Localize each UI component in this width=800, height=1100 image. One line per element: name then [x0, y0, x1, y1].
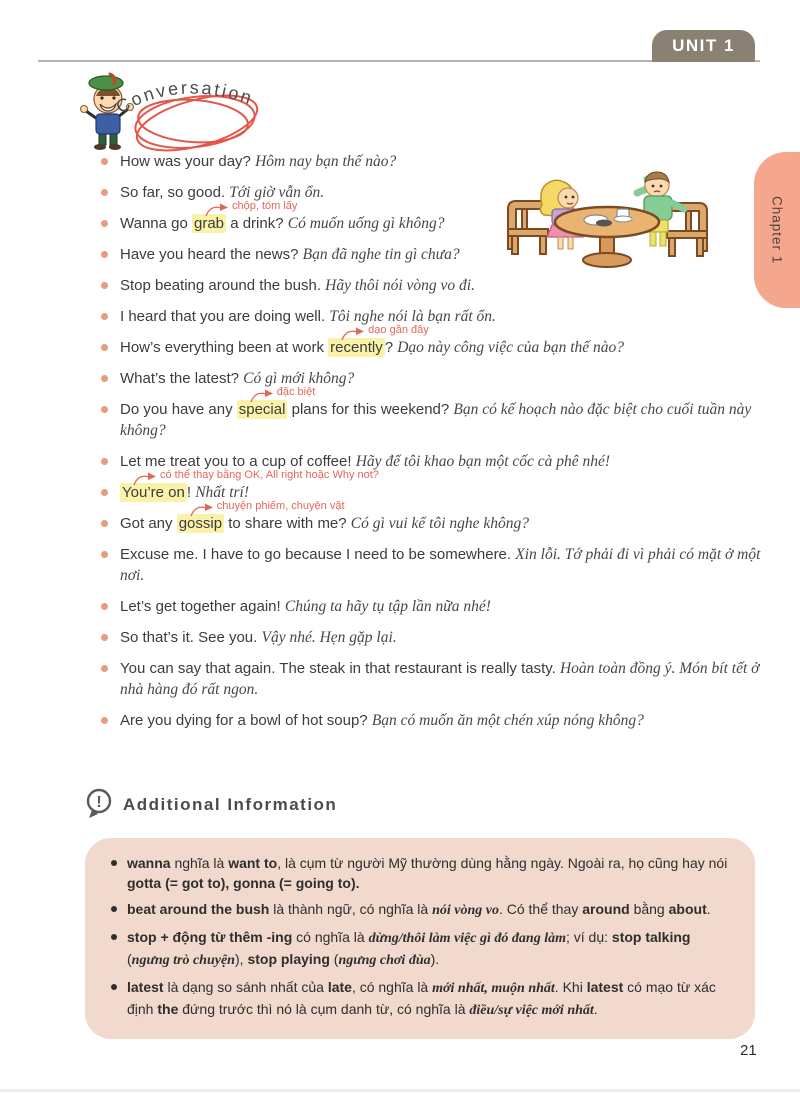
info-text-segment: about [668, 901, 707, 917]
highlighted-word-text: recently [330, 339, 383, 356]
info-item [109, 977, 729, 1021]
footer-divider [0, 1089, 800, 1092]
english-text: Wanna go [120, 215, 192, 232]
info-item [109, 927, 729, 971]
conversation-item [100, 275, 766, 296]
english-phrase [120, 246, 303, 263]
vietnamese-translation: Có gì mới không? [243, 370, 355, 387]
vietnamese-translation: Chúng ta hãy tụ tập lần nữa nhé! [284, 598, 491, 615]
english-text: Are you dying for a bowl of hot soup? [120, 712, 372, 729]
annotation-arrow-icon [204, 202, 230, 217]
info-text-segment: gotta (= got to), gonna (= going to). [127, 875, 360, 891]
conversation-item [100, 710, 766, 731]
info-text-segment: stop playing [247, 951, 330, 967]
conversation-item [100, 500, 766, 534]
conversation-title: Conversation [112, 77, 257, 118]
vietnamese-translation: Tôi nghe nói là bạn rất ổn. [329, 308, 496, 325]
info-text-segment: stop talking [611, 929, 691, 945]
conversation-item [100, 244, 766, 265]
annotation-arrow-icon [132, 471, 158, 486]
annotation-text: chộp, tóm lấy [232, 200, 298, 212]
english-text: Got any [120, 515, 177, 532]
annotation [189, 496, 345, 517]
info-text-segment: . [593, 1001, 598, 1017]
english-text: How was your day? [120, 153, 256, 170]
vietnamese-translation: Vậy nhé. Hẹn gặp lại. [261, 629, 397, 646]
vietnamese-translation: Hôm nay bạn thế nào? [255, 153, 397, 170]
annotation-text: có thể thay bằng OK, All right hoặc Why not? [160, 469, 379, 481]
info-text-segment: có mạo từ xác định [127, 979, 716, 1017]
english-text: Let me treat you to a cup of coffee! [120, 453, 356, 470]
additional-info-list [109, 853, 729, 1021]
info-text-segment: nghĩa là [170, 855, 229, 871]
english-text: Have you heard the news? [120, 246, 303, 263]
english-text: Excuse me. I have to go because I need to be somewhere. [120, 546, 516, 563]
english-text: ? [384, 339, 398, 356]
annotation-arrow-icon [340, 326, 366, 341]
annotation-text: đặc biệt [276, 386, 316, 398]
conversation-item [100, 182, 766, 203]
conversation-item [100, 544, 766, 586]
info-item [109, 899, 729, 921]
info-text-segment: late [327, 979, 352, 995]
info-text-segment: ngưng chơi đùa [338, 953, 431, 968]
vietnamese-translation: Bạn có kế hoạch nào đặc biệt cho cuối tuần này không? [120, 401, 752, 439]
info-text-segment: bằng [629, 901, 669, 917]
english-text: plans for this weekend? [287, 401, 454, 418]
chapter-tab-label: Chapter 1 [769, 195, 785, 265]
vietnamese-translation: Hãy thôi nói vòng vo đi. [325, 277, 475, 294]
highlighted-word-text: gossip [178, 515, 223, 532]
conversation-header [103, 60, 343, 160]
annotation [204, 196, 297, 217]
english-phrase [120, 308, 329, 325]
vietnamese-translation: Hãy để tôi khao bạn một cốc cà phê nhé! [355, 453, 611, 470]
english-phrase [120, 546, 515, 563]
english-text: ! [186, 484, 196, 501]
info-text-segment: mới nhất, muộn nhất [432, 981, 555, 996]
english-phrase [120, 370, 243, 387]
annotation-arrow-icon [249, 388, 275, 403]
annotation-arrow-icon [189, 502, 215, 517]
english-text: You can say that again. The steak in that restaurant is really tasty. [120, 660, 560, 677]
vietnamese-translation: Tới giờ vẫn ổn. [229, 184, 325, 201]
info-text-segment: ). [430, 951, 440, 967]
svg-text:!: ! [96, 794, 102, 811]
english-text: So that’s it. See you. [120, 629, 262, 646]
info-text-segment: có nghĩa là [292, 929, 369, 945]
english-phrase [120, 386, 454, 419]
vietnamese-translation: Dạo này công việc của bạn thế nào? [397, 339, 625, 356]
info-text-segment: đứng trước thì nó là cụm danh từ, có nghĩa là [178, 1001, 470, 1017]
english-text: to share with me? [224, 515, 351, 532]
info-text-segment: latest [127, 979, 164, 995]
info-text-segment: điều/sự việc mới nhất [469, 1003, 594, 1018]
info-text-segment: latest [586, 979, 624, 995]
info-text-segment: ; ví dụ: [565, 929, 612, 945]
conversation-item [100, 324, 766, 358]
conversation-item [100, 368, 766, 389]
english-text: Stop beating around the bush. [120, 277, 326, 294]
highlighted-word-text: You’re on [122, 484, 185, 501]
svg-text:Conversation [113, 78, 257, 118]
english-phrase [120, 712, 372, 729]
highlighted-word [328, 324, 429, 357]
annotation-text: chuyện phiếm, chuyện vặt [216, 500, 345, 512]
annotation [249, 382, 316, 403]
english-text: So far, so good. [120, 184, 230, 201]
english-phrase [120, 629, 261, 646]
english-phrase [120, 660, 560, 677]
vietnamese-translation: Bạn có muốn ăn một chén xúp nóng không? [371, 712, 644, 729]
info-text-segment: . Có thể thay [498, 901, 583, 917]
info-text-segment: là dạng so sánh nhất của [163, 979, 328, 995]
english-text: Do you have any [120, 401, 237, 418]
info-text-segment: around [582, 901, 630, 917]
info-text-segment: wanna [127, 855, 171, 871]
info-text-segment: là thành ngữ, có nghĩa là [269, 901, 433, 917]
vietnamese-translation: Có muốn uống gì không? [287, 215, 445, 232]
annotation [340, 320, 429, 341]
english-phrase [120, 200, 298, 233]
info-text-segment: ( [127, 951, 132, 967]
info-text-segment: want to [228, 855, 278, 871]
english-text: a drink? [226, 215, 288, 232]
conversation-item [100, 306, 766, 327]
vietnamese-translation: Bạn đã nghe tin gì chưa? [302, 246, 460, 263]
info-text-segment: stop + động từ thêm -ing [127, 929, 293, 945]
info-text-segment: . [706, 901, 711, 917]
info-text-segment: nói vòng vo [432, 903, 499, 918]
unit-badge-label: UNIT 1 [672, 36, 735, 55]
english-text: Let’s get together again! [120, 598, 285, 615]
annotation-text: dạo gần đây [368, 324, 429, 336]
english-phrase [120, 500, 351, 533]
conversation-item [100, 596, 766, 617]
info-text-segment: dừng/thôi làm việc gì đó đang làm [368, 931, 566, 946]
conversation-item [100, 151, 766, 172]
info-text-segment: the [157, 1001, 179, 1017]
highlighted-word [237, 386, 316, 419]
highlighted-word-text: special [238, 401, 286, 418]
info-text-segment: ( [329, 951, 339, 967]
info-item [109, 853, 729, 893]
vietnamese-translation: Có gì vui kể tôi nghe không? [350, 515, 530, 532]
additional-info-title: Additional Information [123, 795, 338, 814]
english-phrase [120, 598, 285, 615]
vietnamese-translation: Nhất trí! [195, 484, 250, 501]
exclamation-bubble-icon [84, 788, 114, 822]
highlighted-word-text: grab [194, 215, 225, 232]
info-text-segment: . Khi [554, 979, 587, 995]
vietnamese-translation: Hoàn toàn đồng ý. Món bít tết ở nhà hàng đó rất ngon. [120, 660, 760, 698]
annotation [132, 465, 379, 486]
conversation-list [100, 151, 766, 741]
info-text-segment: , là cụm từ người Mỹ thường dùng hằng ngày. Ngoài ra, họ cũng hay nói [277, 855, 728, 871]
page-number: 21 [740, 1042, 757, 1059]
english-text: What’s the latest? [120, 370, 244, 387]
conversation-item [100, 386, 766, 441]
conversation-item [100, 200, 766, 234]
info-text-segment: beat around the bush [127, 901, 270, 917]
conversation-item [100, 627, 766, 648]
english-text: I heard that you are doing well. [120, 308, 330, 325]
additional-info-box [85, 838, 755, 1039]
info-text-segment: ), [234, 951, 248, 967]
info-text-segment: , có nghĩa là [351, 979, 433, 995]
additional-info-header [84, 788, 337, 822]
info-text-segment: ngưng trò chuyện [131, 953, 235, 968]
english-phrase [120, 277, 325, 294]
english-phrase [120, 153, 255, 170]
english-text: How’s everything been at work [120, 339, 329, 356]
vietnamese-translation: Xin lỗi. Tớ phải đi vì phải có mặt ở một nơi. [120, 546, 761, 584]
conversation-item [100, 658, 766, 700]
english-phrase [120, 324, 429, 357]
unit-badge [652, 30, 755, 62]
